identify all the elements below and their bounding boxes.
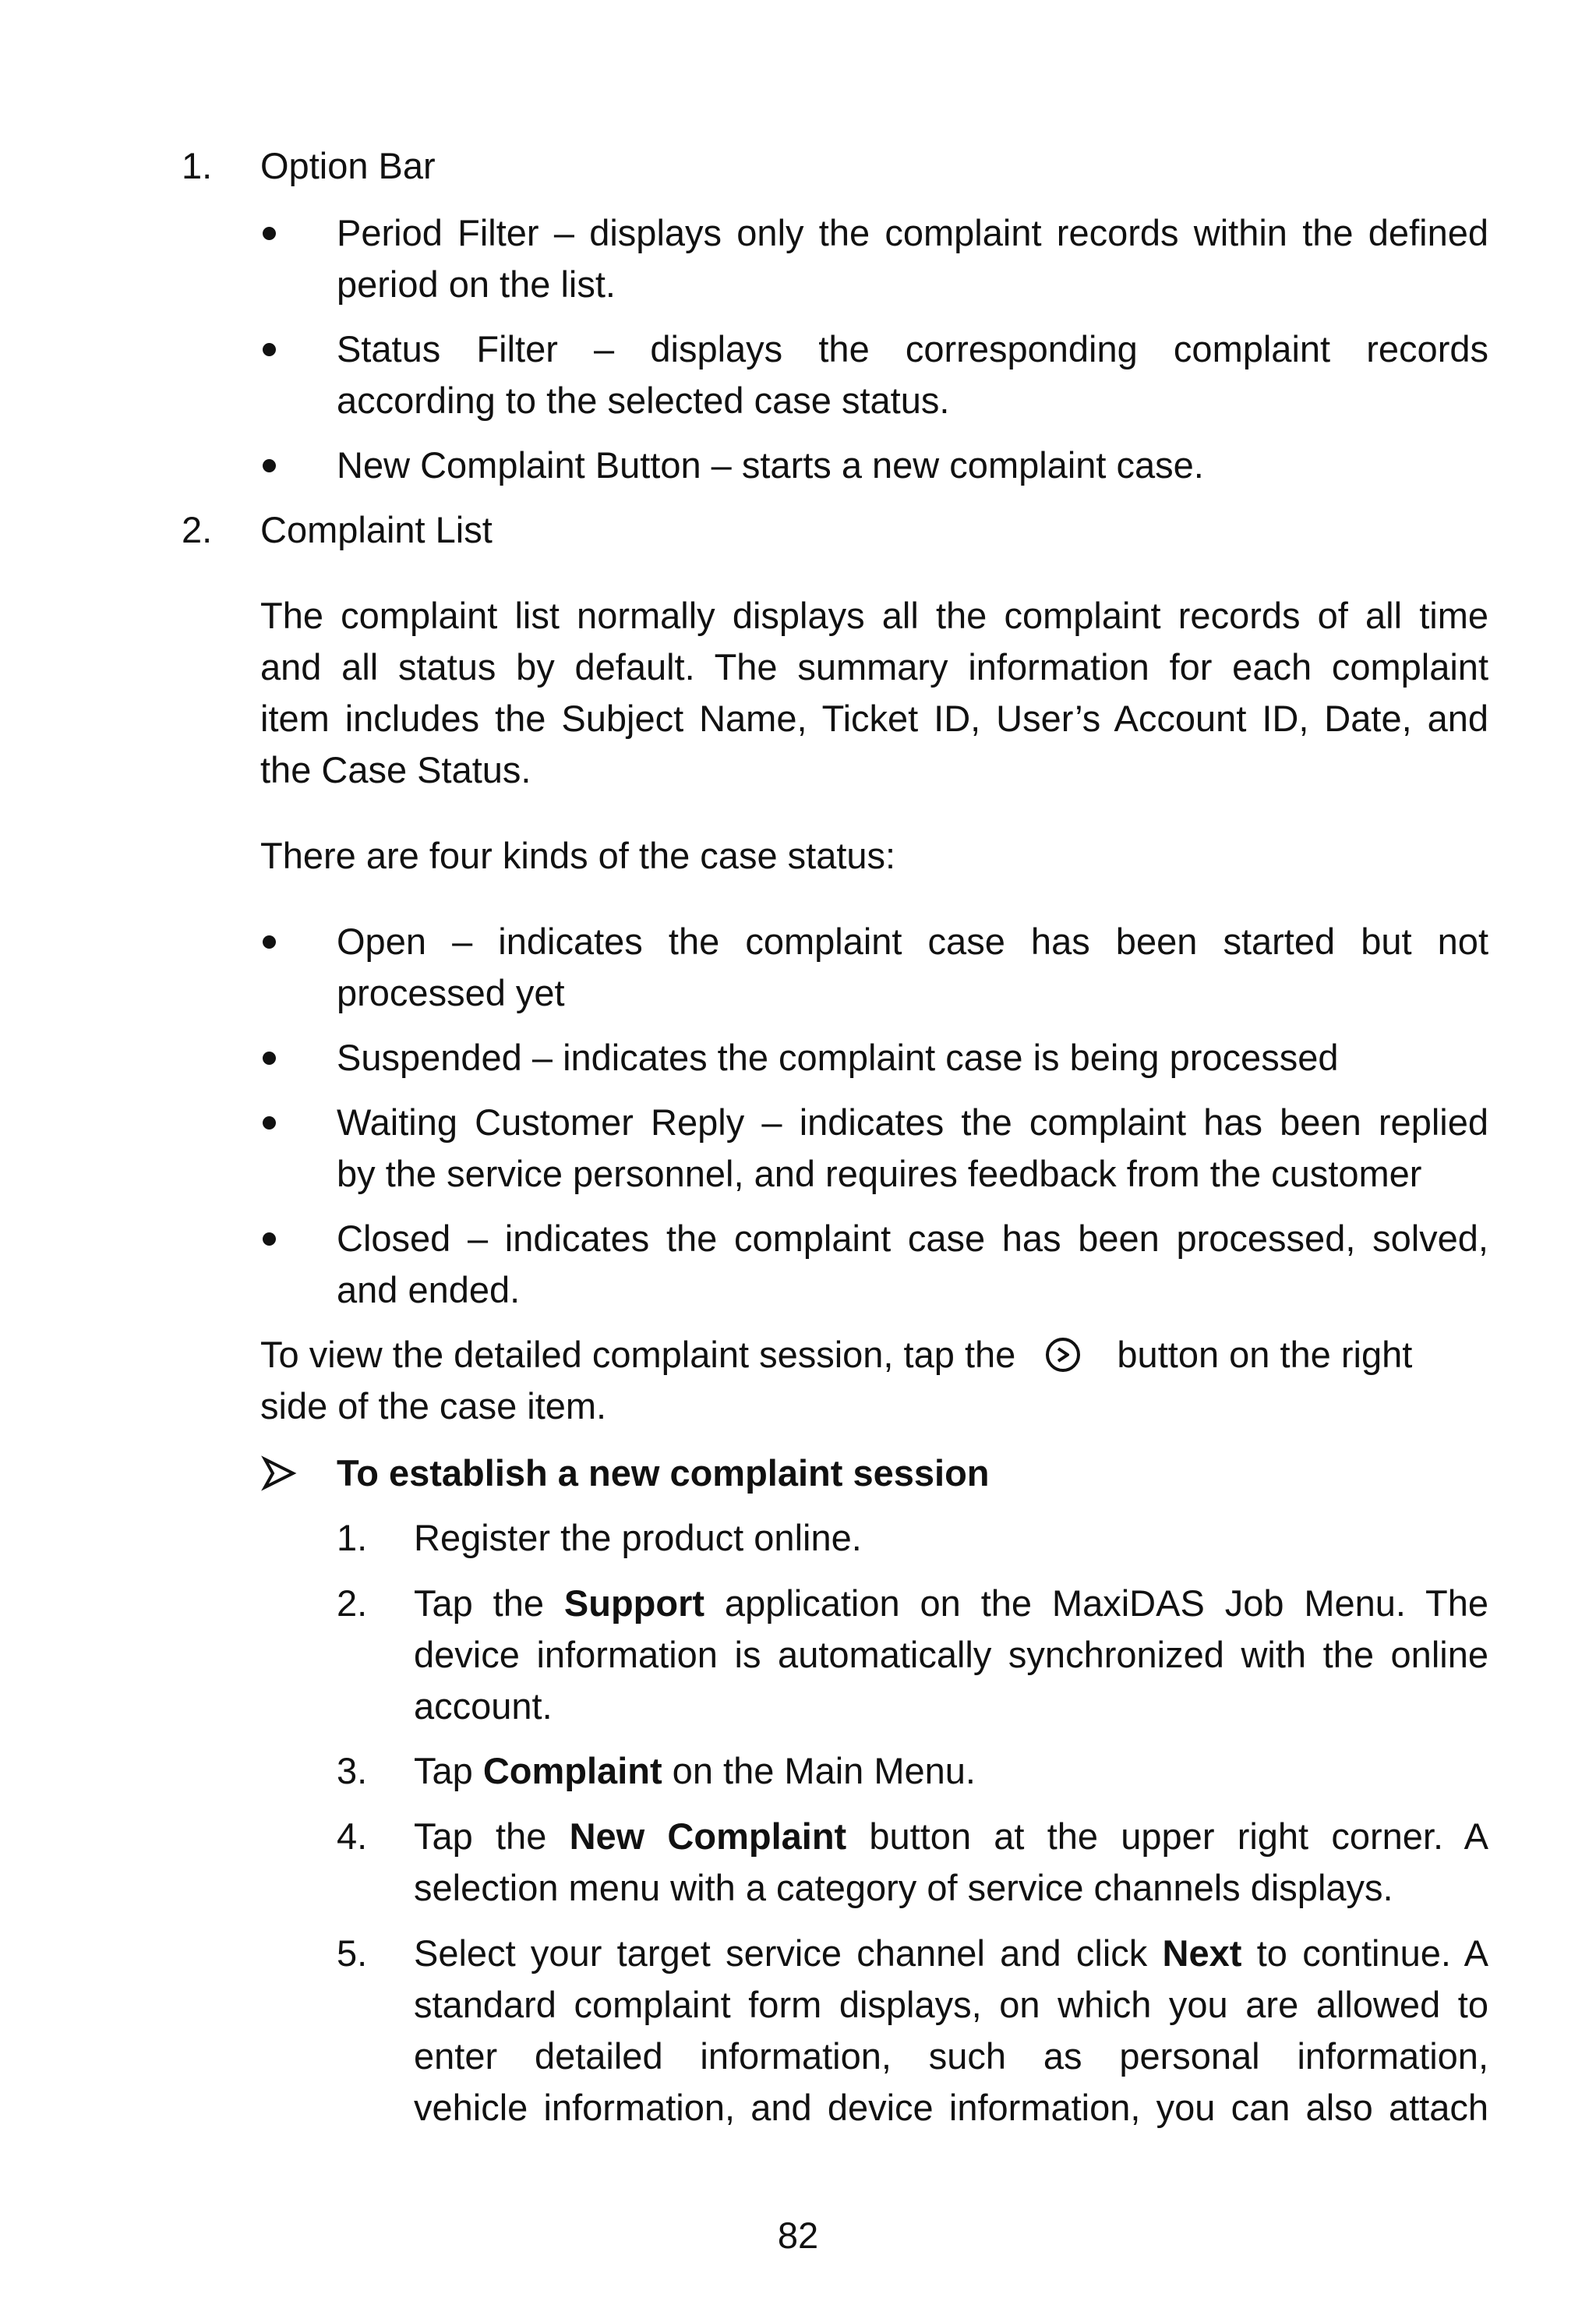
step-number: 1. (337, 1517, 368, 1558)
bullet-text: period on the list. (337, 263, 616, 305)
step-text: Tap Complaint on the Main Menu. (414, 1750, 976, 1791)
bullet-text: according to the selected case status. (337, 380, 950, 421)
view-text-after: button on the right (1117, 1334, 1413, 1375)
paragraph-line: and all status by default. The summary information for each complaint (260, 646, 1488, 688)
view-instruction-line2: side of the case item. (260, 1385, 607, 1427)
section-title: Complaint List (260, 509, 493, 550)
step-number: 2. (337, 1582, 368, 1624)
bullet-text: Status Filter – displays the corresponding complaint records (337, 328, 1488, 369)
step-number: 3. (337, 1750, 368, 1791)
status-text: and ended. (337, 1269, 521, 1310)
status-text: Suspended – indicates the complaint case is being processed (337, 1037, 1339, 1078)
page-number: 82 (777, 2215, 819, 2256)
status-text: by the service personnel, and requires feedback from the customer (337, 1153, 1422, 1194)
procedure-heading: To establish a new complaint session (337, 1452, 990, 1494)
bullet-icon (263, 1052, 276, 1065)
section-number: 2. (182, 509, 213, 550)
step-text: Tap the Support application on the MaxiDAS Job Menu. The (414, 1582, 1489, 1624)
arrow-bullet-icon (260, 1455, 298, 1492)
bullet-icon (263, 343, 276, 356)
step-text: Select your target service channel and click Next to continue. A (414, 1932, 1488, 1974)
step-number: 4. (337, 1815, 368, 1857)
step-text: enter detailed information, such as personal information, (414, 2035, 1488, 2077)
step-text: Register the product online. (414, 1517, 862, 1558)
section-title: Option Bar (260, 145, 436, 186)
step-text: account. (414, 1685, 553, 1727)
paragraph-line: The complaint list normally displays all the complaint records of all time (260, 595, 1488, 636)
bullet-icon (263, 459, 276, 472)
step-text: standard complaint form displays, on which you are allowed to (414, 1984, 1488, 2025)
status-text: Waiting Customer Reply – indicates the complaint has been replied (337, 1101, 1488, 1143)
step-text: device information is automatically synchronized with the online (414, 1634, 1488, 1675)
view-text-before: To view the detailed complaint session, tap the (260, 1334, 1016, 1375)
bullet-text: Period Filter – displays only the complaint records within the defined (337, 212, 1488, 253)
step-text: selection menu with a category of service channels displays. (414, 1867, 1393, 1908)
step-text: vehicle information, and device information, you can also attach (414, 2087, 1488, 2128)
step-text: Tap the New Complaint button at the upper right corner. A (414, 1815, 1488, 1857)
chevron-right-circle-icon (1046, 1338, 1080, 1372)
paragraph-line: item includes the Subject Name, Ticket ID, User’s Account ID, Date, and (260, 698, 1488, 739)
status-text: processed yet (337, 972, 565, 1013)
view-instruction (260, 1329, 1488, 1381)
bullet-text: New Complaint Button – starts a new complaint case. (337, 444, 1204, 486)
status-text: Closed – indicates the complaint case has been processed, solved, (337, 1218, 1488, 1259)
status-text: Open – indicates the complaint case has been started but not (337, 921, 1488, 962)
bullet-icon (263, 1116, 276, 1130)
section-number: 1. (182, 145, 213, 186)
paragraph: There are four kinds of the case status: (260, 835, 896, 876)
step-number: 5. (337, 1932, 368, 1974)
bullet-icon (263, 935, 276, 949)
paragraph-line: the Case Status. (260, 749, 531, 790)
bullet-icon (263, 227, 276, 240)
bullet-icon (263, 1232, 276, 1246)
